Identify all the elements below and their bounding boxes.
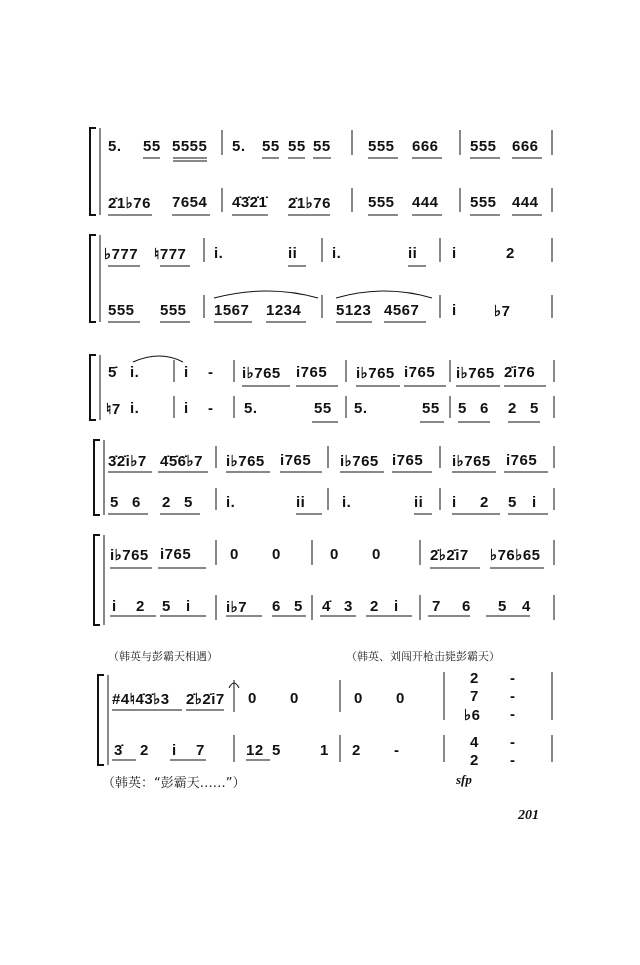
note-group: 2̇i76 bbox=[504, 364, 536, 381]
note-group: 2 bbox=[506, 245, 515, 262]
note-group: - bbox=[394, 742, 400, 759]
note-group: ii bbox=[414, 494, 424, 511]
note-group: 5555 bbox=[172, 138, 208, 155]
note-group: 444 bbox=[412, 194, 439, 211]
note-group: i♭765 bbox=[452, 453, 491, 470]
note-group: ♭7 bbox=[494, 303, 511, 320]
note-group: 555 bbox=[160, 302, 187, 319]
note-group: 55 bbox=[314, 400, 332, 417]
note-group: ii bbox=[288, 245, 298, 262]
dynamic-marking: sfp bbox=[456, 772, 472, 787]
note-group: 5 bbox=[272, 742, 281, 759]
note-group: 2 bbox=[370, 598, 379, 615]
note-group: i. bbox=[332, 245, 342, 262]
note-group: 55 bbox=[262, 138, 280, 155]
note-group: i. bbox=[214, 245, 224, 262]
note-group: i bbox=[452, 245, 457, 262]
note-group: 4567 bbox=[384, 302, 420, 319]
note-group: 7 bbox=[196, 742, 205, 759]
note-group: 1234 bbox=[266, 302, 302, 319]
note-group: - bbox=[510, 670, 516, 687]
note-group: i765 bbox=[296, 364, 328, 381]
note-group: 4 bbox=[470, 734, 479, 751]
note-group: 2 bbox=[140, 742, 149, 759]
note-group: 2 bbox=[470, 670, 479, 687]
note-group: i bbox=[394, 598, 399, 615]
note-group: 0 bbox=[248, 690, 257, 707]
note-group: 555 bbox=[368, 194, 395, 211]
note-group: 0 bbox=[272, 546, 281, 563]
note-group: 2̇♭2̇i7 bbox=[430, 547, 469, 564]
note-group: - bbox=[510, 752, 516, 769]
note-group: i bbox=[532, 494, 537, 511]
note-group: ♭6 bbox=[464, 707, 481, 724]
note-group: i♭765 bbox=[456, 365, 495, 382]
note-group: 5 bbox=[184, 494, 193, 511]
note-group: 555 bbox=[470, 138, 497, 155]
note-group: 2 bbox=[162, 494, 171, 511]
note-group: 666 bbox=[512, 138, 539, 155]
note-group: ii bbox=[296, 494, 306, 511]
note-group: i765 bbox=[392, 452, 424, 469]
note-group: 55 bbox=[422, 400, 440, 417]
note-group: i765 bbox=[160, 546, 192, 563]
note-group: 6 bbox=[132, 494, 141, 511]
note-group: 0 bbox=[354, 690, 363, 707]
note-group: 0 bbox=[330, 546, 339, 563]
note-group: 55 bbox=[288, 138, 306, 155]
note-group: 2 bbox=[352, 742, 361, 759]
note-group: 555 bbox=[470, 194, 497, 211]
note-group: 3̇2̇i♭7 bbox=[108, 453, 147, 470]
note-group: 5 bbox=[508, 494, 517, 511]
note-group: 5 bbox=[458, 400, 467, 417]
note-group: 555 bbox=[108, 302, 135, 319]
note-group: 5123 bbox=[336, 302, 372, 319]
note-group: i bbox=[184, 364, 189, 381]
stage-direction-right: （韩英、刘闯开枪击毙彭霸天） bbox=[346, 650, 500, 663]
note-group: 5. bbox=[232, 138, 246, 155]
note-group: 0 bbox=[372, 546, 381, 563]
note-group: 5 bbox=[294, 598, 303, 615]
note-group: 666 bbox=[412, 138, 439, 155]
note-group: 0 bbox=[396, 690, 405, 707]
note-group: i765 bbox=[506, 452, 538, 469]
note-group: ♭76♭65 bbox=[490, 547, 541, 564]
note-group: i bbox=[452, 302, 457, 319]
note-group: 5 bbox=[110, 494, 119, 511]
note-group: i. bbox=[342, 494, 352, 511]
note-group: 4 bbox=[522, 598, 531, 615]
note-group: i♭765 bbox=[226, 453, 265, 470]
note-group: 5 bbox=[162, 598, 171, 615]
note-group: - bbox=[510, 688, 516, 705]
note-group: 55 bbox=[143, 138, 161, 155]
note-group: 1567 bbox=[214, 302, 250, 319]
note-group: 3 bbox=[344, 598, 353, 615]
note-group: 5. bbox=[354, 400, 368, 417]
note-group: 6 bbox=[462, 598, 471, 615]
note-group: 2 bbox=[508, 400, 517, 417]
note-group: 7 bbox=[470, 688, 479, 705]
note-group: ii bbox=[408, 245, 418, 262]
note-group: 4̇5̇6̇♭7 bbox=[160, 453, 203, 470]
note-group: 4̇3̇2̇1̇ bbox=[232, 194, 268, 211]
note-group: 5 bbox=[530, 400, 539, 417]
note-group: i bbox=[186, 598, 191, 615]
note-group: i. bbox=[130, 400, 140, 417]
note-group: - bbox=[510, 706, 516, 723]
note-group: i. bbox=[226, 494, 236, 511]
note-group: 2 bbox=[136, 598, 145, 615]
note-group: i♭765 bbox=[110, 547, 149, 564]
note-group: 5. bbox=[244, 400, 258, 417]
note-group: 55 bbox=[313, 138, 331, 155]
note-group: 5 bbox=[498, 598, 507, 615]
note-group: 5̇ bbox=[108, 364, 117, 381]
note-group: i bbox=[112, 598, 117, 615]
note-group: i bbox=[172, 742, 177, 759]
note-group: i♭7 bbox=[226, 599, 248, 616]
note-group: 7654 bbox=[172, 194, 208, 211]
note-group: 2 bbox=[480, 494, 489, 511]
note-group: 0 bbox=[290, 690, 299, 707]
note-group: i765 bbox=[280, 452, 312, 469]
note-group: ♮777 bbox=[154, 246, 187, 263]
note-group: 555 bbox=[368, 138, 395, 155]
note-group: ♭777 bbox=[104, 246, 139, 263]
note-group: 2̇1♭76 bbox=[288, 195, 331, 212]
dialogue-note: （韩英：“彭霸天……”） bbox=[102, 776, 246, 791]
note-group: i bbox=[452, 494, 457, 511]
note-group: 1 bbox=[320, 742, 329, 759]
note-group: - bbox=[510, 734, 516, 751]
note-group: 2 bbox=[470, 752, 479, 769]
note-group: 444 bbox=[512, 194, 539, 211]
note-group: - bbox=[208, 400, 214, 417]
note-group: i bbox=[184, 400, 189, 417]
note-group: 6 bbox=[480, 400, 489, 417]
note-group: ♮7 bbox=[106, 401, 121, 418]
stage-direction-left: （韩英与彭霸天相遇） bbox=[108, 650, 218, 663]
note-group: 6 bbox=[272, 598, 281, 615]
page-number: 201 bbox=[518, 808, 539, 823]
note-group: 3̇ bbox=[114, 742, 123, 759]
note-group: 0 bbox=[230, 546, 239, 563]
note-group: i♭765 bbox=[242, 365, 281, 382]
note-group: - bbox=[208, 364, 214, 381]
note-group: i. bbox=[130, 364, 140, 381]
note-group: 5. bbox=[108, 138, 122, 155]
note-group: i765 bbox=[404, 364, 436, 381]
note-group: 7 bbox=[432, 598, 441, 615]
note-group: #4♮4̇3̇♭3 bbox=[112, 691, 170, 708]
note-group: 4̇ bbox=[322, 598, 331, 615]
note-group: 2̇♭2̇i7 bbox=[186, 691, 225, 708]
note-group: i♭765 bbox=[356, 365, 395, 382]
note-group: i♭765 bbox=[340, 453, 379, 470]
note-group: 12 bbox=[246, 742, 264, 759]
note-group: 2̇1♭76 bbox=[108, 195, 151, 212]
